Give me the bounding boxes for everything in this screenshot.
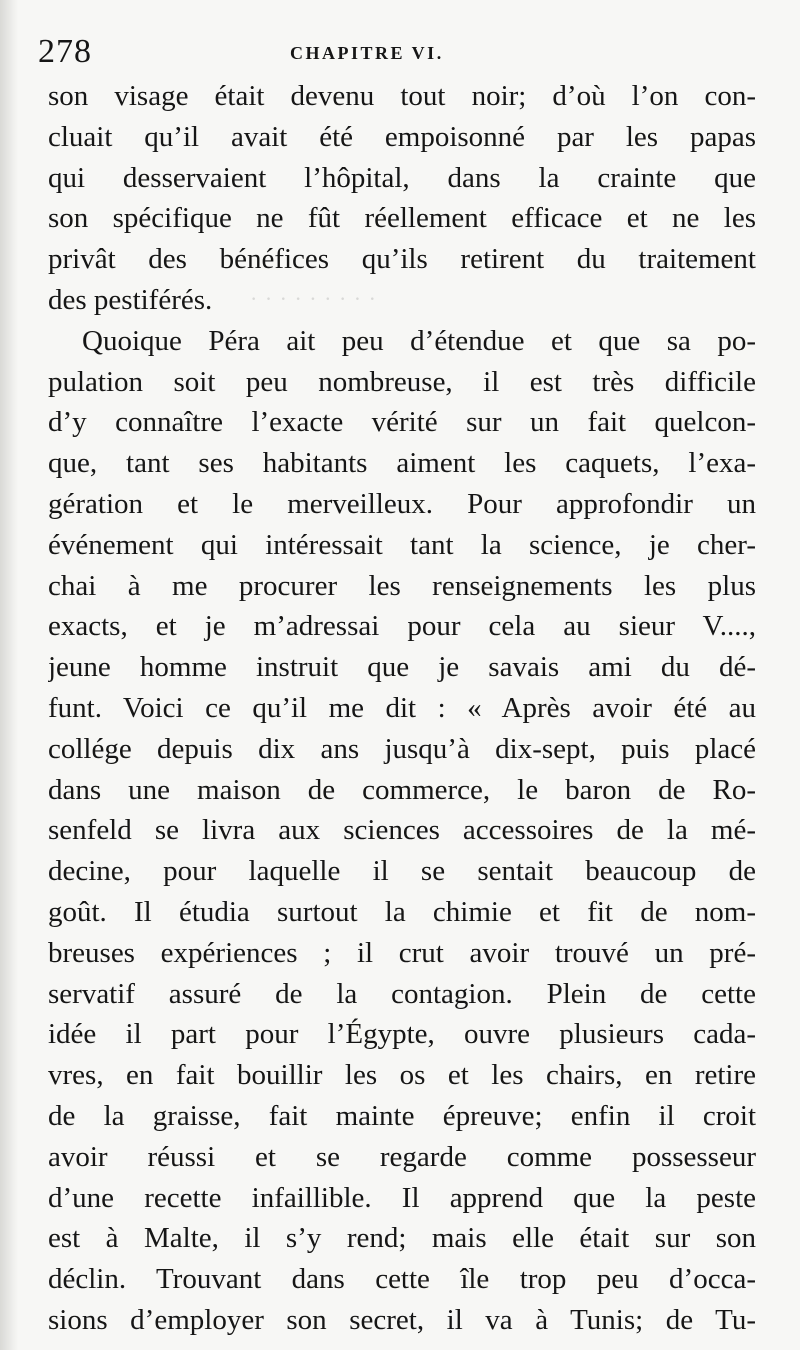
text-line: est à Malte, il s’y rend; mais elle était sur son bbox=[48, 1222, 756, 1255]
text-line: goût. Il étudia surtout la chimie et fit de nom- bbox=[48, 895, 756, 928]
text-line: que, tant ses habitants aiment les caquets, l’exa- bbox=[48, 447, 756, 480]
text-line: decine, pour laquelle il se sentait beaucoup de bbox=[48, 855, 756, 888]
text-line: d’y connaître l’exacte vérité sur un fait quelcon- bbox=[48, 406, 756, 439]
running-head: CHAPITRE VI. bbox=[290, 43, 444, 63]
text-line: de la graisse, fait mainte épreuve; enfin il croit bbox=[48, 1099, 756, 1132]
text-line: collége depuis dix ans jusqu’à dix-sept, puis placé bbox=[48, 732, 756, 765]
text-line: funt. Voici ce qu’il me dit : « Après avoir été au bbox=[48, 691, 756, 724]
page-number: 278 bbox=[38, 33, 92, 70]
text-line: cluait qu’il avait été empoisonné par les papas bbox=[48, 120, 756, 153]
text-line: exacts, et je m’adressai pour cela au sieur V...., bbox=[48, 610, 756, 643]
text-line: événement qui intéressait tant la science, je cher- bbox=[48, 528, 756, 561]
text-line: avoir réussi et se regarde comme possesseur bbox=[48, 1140, 756, 1173]
text-line: son spécifique ne fût réellement efficace et ne les bbox=[48, 202, 756, 235]
show-through-text: · · · · · · · · · bbox=[250, 286, 377, 311]
text-line: vres, en fait bouillir les os et les chairs, en retire bbox=[48, 1059, 756, 1092]
text-line: gération et le merveilleux. Pour approfondir un bbox=[48, 487, 756, 520]
text-line: d’une recette infaillible. Il apprend que la peste bbox=[48, 1181, 756, 1214]
text-line: chai à me procurer les renseignements les plus bbox=[48, 569, 756, 602]
text-line: dans une maison de commerce, le baron de Ro- bbox=[48, 773, 756, 806]
text-line: des pestiférés. bbox=[48, 283, 213, 316]
text-line: servatif assuré de la contagion. Plein de cette bbox=[48, 977, 756, 1010]
text-line: idée il part pour l’Égypte, ouvre plusieurs cada- bbox=[48, 1018, 756, 1051]
text-line: Quoique Péra ait peu d’étendue et que sa po- bbox=[82, 324, 756, 357]
text-line: jeune homme instruit que je savais ami du dé- bbox=[48, 651, 756, 684]
page-gutter-shadow bbox=[0, 0, 18, 1350]
body-text bbox=[48, 76, 756, 1341]
text-line: breuses expériences ; il crut avoir trouvé un pré- bbox=[48, 936, 756, 969]
text-line: privât des bénéfices qu’ils retirent du traitement bbox=[48, 243, 756, 276]
text-line: son visage était devenu tout noir; d’où l’on con- bbox=[48, 80, 756, 112]
text-line: déclin. Trouvant dans cette île trop peu d’occa- bbox=[48, 1263, 756, 1296]
page-header bbox=[38, 28, 768, 78]
text-line: qui desservaient l’hôpital, dans la crainte que bbox=[48, 161, 756, 194]
text-line: sions d’employer son secret, il va à Tunis; de Tu- bbox=[48, 1303, 756, 1336]
text-line: senfeld se livra aux sciences accessoires de la mé- bbox=[48, 814, 756, 847]
text-line: pulation soit peu nombreuse, il est très difficile bbox=[48, 365, 756, 398]
